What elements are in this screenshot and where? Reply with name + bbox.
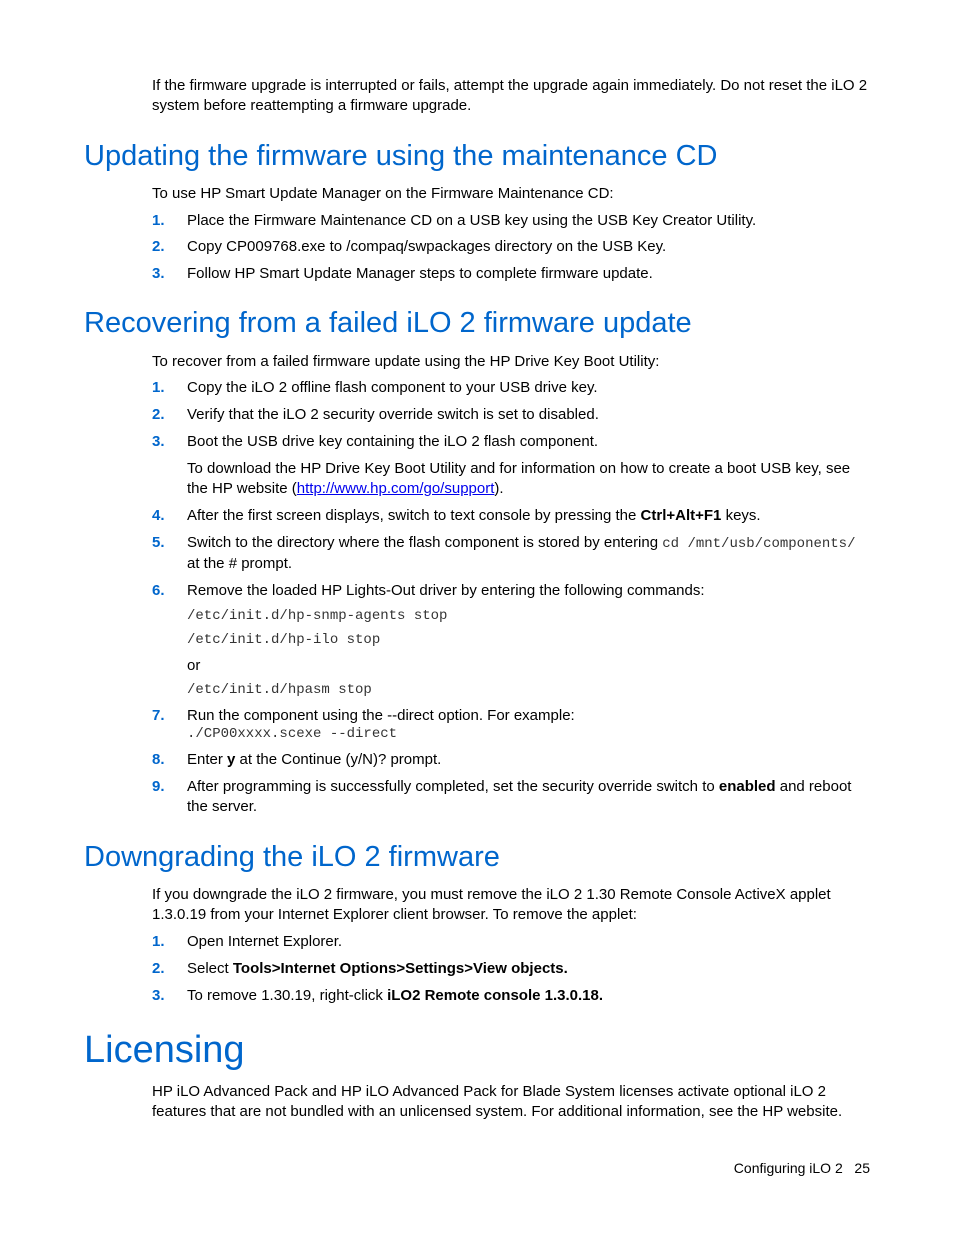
step-number: 3.	[152, 265, 165, 282]
step-text	[187, 959, 872, 979]
step-number: 2.	[152, 960, 165, 977]
step-number: 1.	[152, 212, 165, 229]
heading-maintenance-cd: Updating the firmware using the maintenance CD	[84, 140, 718, 172]
step-number: 9.	[152, 778, 165, 795]
page-number: 25	[854, 1160, 870, 1176]
step-number: 1.	[152, 379, 165, 396]
heading-licensing: Licensing	[84, 1029, 245, 1071]
step-number: 8.	[152, 751, 165, 768]
step-text: Remove the loaded HP Lights-Out driver by entering the following commands:	[187, 582, 705, 599]
step-text-part: at the # prompt.	[187, 555, 293, 572]
step-text-part: and reboot the server.	[187, 778, 852, 815]
applet-name: iLO2 Remote console 1.3.0.18.	[387, 987, 604, 1004]
key-combo: Ctrl+Alt+F1	[640, 507, 722, 524]
step-text	[187, 750, 872, 770]
heading-recovering: Recovering from a failed iLO 2 firmware update	[84, 307, 692, 339]
step-text: Follow HP Smart Update Manager steps to complete firmware update.	[187, 265, 653, 282]
step-text-part: To remove 1.30.19, right-click	[187, 987, 388, 1004]
step-number: 2.	[152, 406, 165, 423]
step-number: 3.	[152, 987, 165, 1004]
step-text-part: Switch to the directory where the flash component is stored by entering	[187, 534, 663, 551]
step-number: 6.	[152, 582, 165, 599]
step-text	[187, 777, 872, 817]
menu-path: Tools>Internet Options>Settings>View objects.	[232, 960, 568, 977]
step-number: 2.	[152, 238, 165, 255]
step-text: Open Internet Explorer.	[187, 933, 343, 950]
note-text-end: ).	[494, 480, 504, 497]
heading-downgrading: Downgrading the iLO 2 firmware	[84, 841, 500, 873]
page-footer	[734, 1158, 870, 1178]
hp-support-link[interactable]: http://www.hp.com/go/support	[296, 480, 495, 497]
command-scexe: ./CP00xxxx.scexe --direct	[187, 726, 398, 742]
command-hpasm-stop: /etc/init.d/hpasm stop	[187, 682, 372, 698]
command-ilo-stop: /etc/init.d/hp-ilo stop	[187, 632, 381, 648]
step-text: Boot the USB drive key containing the iLO 2 flash component.	[187, 433, 599, 450]
step-number: 1.	[152, 933, 165, 950]
step-text: Run the component using the --direct option. For example:	[187, 707, 575, 724]
step-text: Copy the iLO 2 offline flash component to your USB drive key.	[187, 379, 598, 396]
step-text	[187, 533, 872, 574]
or-label: or	[187, 657, 201, 674]
step-text-part: at the Continue (y/N)? prompt.	[235, 751, 442, 768]
step-text-part: keys.	[721, 507, 761, 524]
download-note	[187, 459, 872, 499]
step-text-part: After programming is successfully completed, set the security override switch to	[187, 778, 719, 795]
downgrade-lead: If you downgrade the iLO 2 firmware, you must remove the iLO 2 1.30 Remote Console ActiveX applet 1.3.0.19 from your Internet Explorer client browser. To remove the applet:	[152, 886, 831, 923]
licensing-paragraph: HP iLO Advanced Pack and HP iLO Advanced Pack for Blade System licenses activate optional iLO 2 features that are not bundled with an unlicensed system. For additional information, see the HP website.	[152, 1083, 843, 1120]
note-text: To download the HP Drive Key Boot Utility and for information on how to create a boot USB key, see the HP website (	[187, 460, 851, 497]
step-number: 5.	[152, 534, 165, 551]
step-text: Place the Firmware Maintenance CD on a USB key using the USB Key Creator Utility.	[187, 212, 757, 229]
intro-paragraph: If the firmware upgrade is interrupted or fails, attempt the upgrade again immediately. Do not reset the iLO 2 system before reattempting a firmware upgrade.	[152, 77, 868, 114]
bold-term: enabled	[718, 778, 776, 795]
step-number: 3.	[152, 433, 165, 450]
bold-term: y	[227, 751, 236, 768]
step-text: Copy CP009768.exe to /compaq/swpackages directory on the USB Key.	[187, 238, 667, 255]
recover-lead: To recover from a failed firmware update using the HP Drive Key Boot Utility:	[152, 353, 660, 370]
step-text	[187, 986, 872, 1006]
step-text: Verify that the iLO 2 security override switch is set to disabled.	[187, 406, 599, 423]
step-text-part: Select	[187, 960, 233, 977]
step-number: 4.	[152, 507, 165, 524]
step-text-part: After the first screen displays, switch to text console by pressing the	[187, 507, 641, 524]
step-number: 7.	[152, 707, 165, 724]
step-text	[187, 506, 872, 526]
cd-command: cd /mnt/usb/components/	[662, 536, 856, 552]
maintenance-lead: To use HP Smart Update Manager on the Firmware Maintenance CD:	[152, 185, 614, 202]
step-text-part: Enter	[187, 751, 228, 768]
footer-chapter: Configuring iLO 2	[733, 1160, 843, 1176]
command-snmp-stop: /etc/init.d/hp-snmp-agents stop	[187, 608, 448, 624]
